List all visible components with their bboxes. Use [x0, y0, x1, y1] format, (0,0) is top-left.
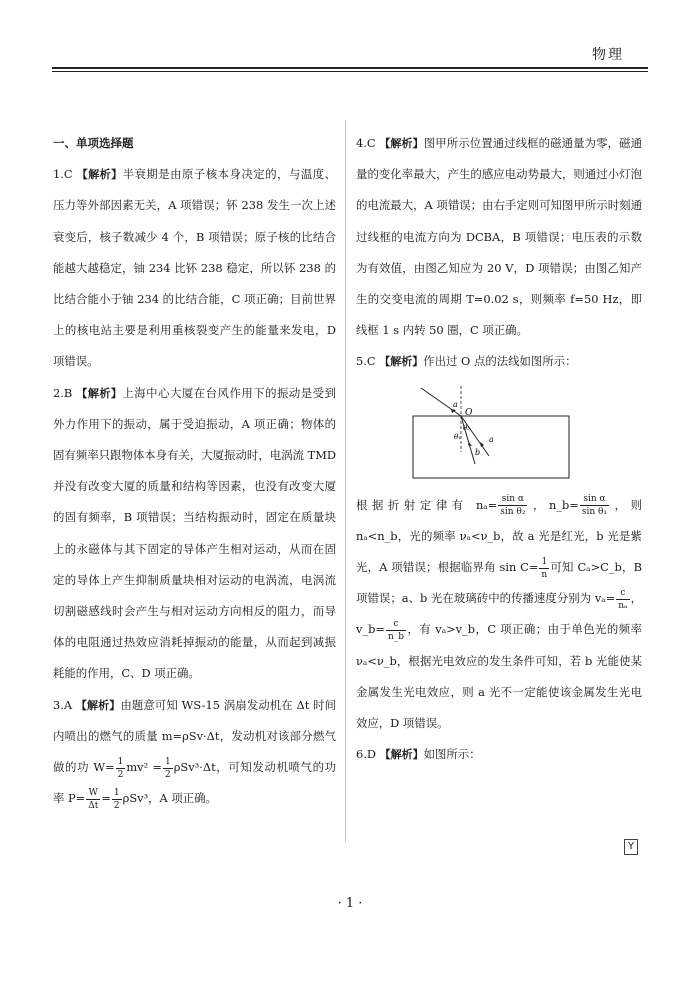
refraction-diagram — [356, 382, 642, 484]
corner-mark-box: Y — [624, 839, 638, 855]
answer-1-num: 1.C — [53, 167, 73, 182]
answer-5-l1c: ，则 nₐ<n_b，光 — [356, 497, 642, 543]
answer-5-intro: 作出过 O 点的法线如图所示： — [423, 354, 577, 369]
answer-3-work-a: 分燃气做的功 W= — [53, 728, 336, 775]
answer-4 — [356, 128, 642, 346]
answer-6-text: 如图所示： — [423, 747, 481, 762]
left-column — [53, 128, 336, 814]
answer-3-line1: 由题意可知 WS-15 涡扇发动机在 Δt 时间内喷出的燃气的质量 m=ρSv·Δt，发动机对该部 — [53, 697, 336, 743]
fraction-c-over-na: $\frac{c}{\text{nₐ}}$ — [618, 587, 628, 611]
fraction-1-over-n: $\frac{1}{n}$ — [541, 556, 548, 580]
fraction-half: $\frac{1}{2}$ — [164, 756, 171, 780]
label-ray-b: b — [475, 447, 481, 457]
answer-1-text: 半衰期是由原子核本身决定的，与温度、压力等外部因素无关，A 项错误；钚 238 发生一次上述衰变后，核子数减少 4 个，B 项错误；原子核的比结合能越大越稳定，铀 234 比钚 238 稳定，所以钚 238 的比结合能小于铀 234 的比结合能，C 项正确；目前世界上的核电站主要是利用重核裂变产生的能量来发电，D 项错误。 — [53, 167, 336, 369]
answer-4-tag: 【解析】 — [379, 137, 424, 150]
header-rule-thick — [52, 67, 648, 69]
answer-5-l4a: 在玻璃砖中的传播速度分别为 vₐ= — [442, 591, 616, 606]
refraction-diagram-svg — [411, 382, 586, 482]
answer-3-tag: 【解析】 — [75, 698, 121, 712]
fraction-sin-a-over-sin-t2: $\frac{\text{sin α}}{\text{sin θ₂}}$ — [500, 494, 526, 518]
label-theta2: θ₂ — [463, 423, 471, 432]
answer-6-num: 6.D — [356, 747, 377, 762]
answer-5-l4b: ，v_b= — [356, 591, 642, 637]
answer-6 — [356, 739, 642, 770]
answer-2 — [53, 378, 336, 690]
answer-1-tag: 【解析】 — [76, 168, 123, 182]
answer-6-tag: 【解析】 — [379, 748, 424, 762]
answer-5-l2: 的频率 νₐ<ν_b，故 a 光是红光，b 光是紫光，A 项错误； — [356, 528, 642, 575]
answer-4-text: 图甲所示位置通过线框的磁通量为零，磁通量的变化率最大，产生的感应电动势最大，则通过小灯泡的电流最大，A 项错误；由右手定则可知图甲所示时刻通过线框的电流方向为 DCBA，B 项错误；电压表的示数为有效值，由图乙知应为 20 V，D 项错误；由图乙知产生的交变电流的周期 T=0.02 s，则频率 f=50 Hz，即线框 1 s 内转 50 圈，C 项正确。 — [356, 136, 643, 338]
label-ray-a: a — [489, 434, 494, 444]
answer-3-power-c: ρSv³，A 项正确。 — [122, 791, 217, 806]
answer-2-text: 上海中心大厦在台风作用下的振动是受到外力作用下的振动，属于受迫振动，A 项正确；物体的固有频率只跟物体本身有关，大厦振动时，电涡流 TMD 并没有改变大厦的质量和结构等因素，也没有改变大厦的固有频率，B 项错误；当结构振动时，固定在质量块上的永磁体与其下固定的导体产生相对运动，从而在固定的导体上产生抑制质量块相对运动的电涡流，电涡流切割磁感线时会产生与相对运动方向相反的阻力，而导体的电阻通过热效应消耗掉振动的能量，从而起到减振耗能的作用，C、D 项正确。 — [53, 385, 336, 681]
arrow-ray-a — [480, 442, 484, 447]
header-rule-thin — [52, 71, 648, 72]
answer-5-l4c: ，有 vₐ — [407, 622, 447, 637]
answer-5-l1a: 根据折射定律有 nₐ= — [356, 497, 498, 512]
fraction-c-over-nb: $\frac{c}{n\_b}$ — [387, 618, 405, 642]
answer-3-num: 3.A — [53, 697, 73, 712]
answer-3-power-a: 喷气的功率 P= — [53, 760, 336, 806]
answer-3-work-c: ρSv³·Δt，可知发动机 — [173, 760, 289, 775]
answer-5-l3a: 根据临界角 sin C= — [437, 560, 539, 575]
column-divider — [345, 120, 346, 842]
answer-5-num: 5.C — [356, 354, 376, 369]
answer-3 — [53, 690, 336, 815]
label-theta1: θ₁ — [454, 432, 462, 441]
fraction-half: $\frac{1}{2}$ — [113, 787, 120, 811]
answer-5-tag: 【解析】 — [379, 355, 424, 369]
header-subject: 物理 — [592, 47, 624, 63]
label-alpha: a — [453, 399, 458, 409]
answer-5 — [356, 346, 642, 377]
answer-4-num: 4.C — [356, 136, 376, 150]
section-title: 一、单项选择题 — [53, 136, 134, 150]
answer-1 — [53, 159, 336, 377]
answer-3-work-b: mv² = — [126, 760, 162, 775]
answer-5-rest: >v_b，C 项正确；由于单色光的频率 νₐ<ν_b，根据光电效应的发生条件可知，若 b 光能使某金属发生光电效应，则 a 光不一定能使该金属发生光电效应，D 项错误。 — [356, 622, 642, 731]
right-column — [356, 128, 642, 770]
fraction-sin-a-over-sin-t1: $\frac{\text{sin α}}{\text{sin θ₁}}$ — [581, 494, 608, 518]
label-o: O — [465, 407, 473, 418]
answer-2-tag: 【解析】 — [76, 386, 123, 400]
fraction-w-over-dt: $\frac{W}{\Delta t}$ — [88, 787, 99, 811]
answer-5-l3b: 可知 Cₐ>C_b，B 项错误；a、b 光 — [356, 560, 642, 606]
fraction-half: $\frac{1}{2}$ — [117, 756, 124, 780]
answer-2-num: 2.B — [53, 385, 73, 400]
page-number: · 1 · — [337, 896, 363, 911]
glass-block — [413, 416, 569, 478]
answer-5-l1b: ，n_b= — [528, 497, 579, 512]
answer-3-power-b: = — [101, 791, 111, 806]
answer-5-body — [356, 490, 642, 740]
